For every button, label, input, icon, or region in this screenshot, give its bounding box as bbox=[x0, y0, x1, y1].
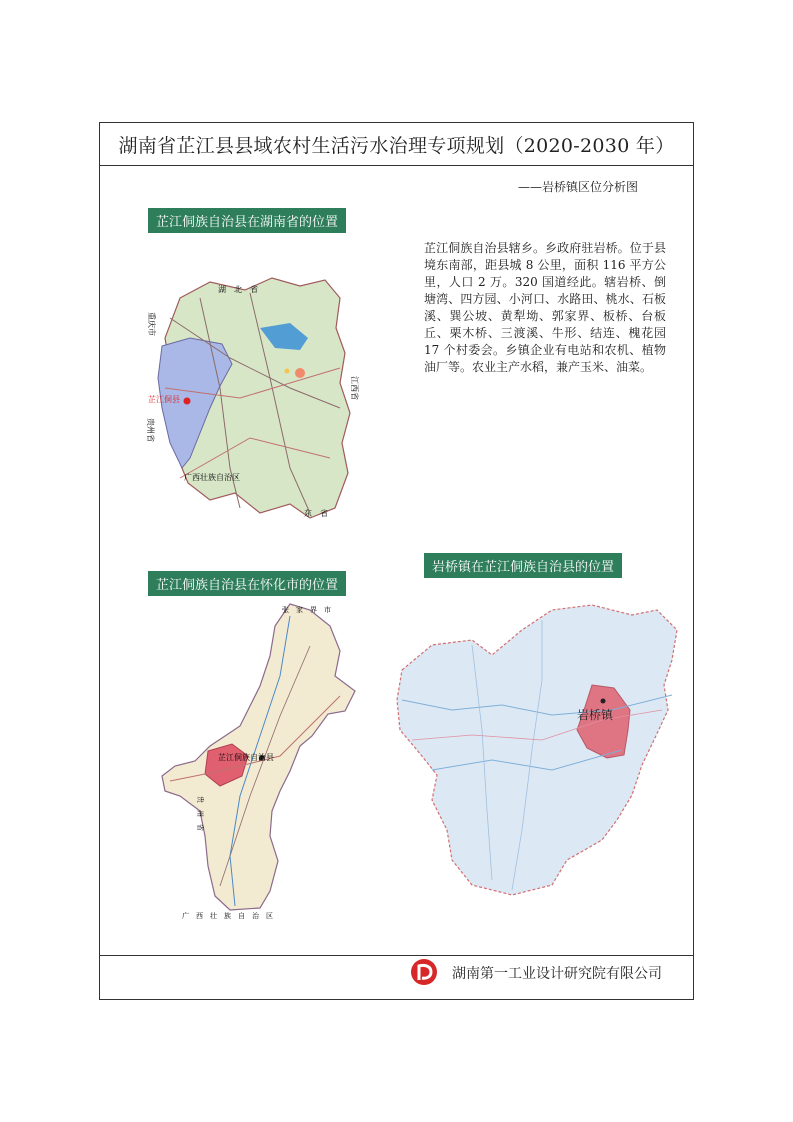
hunan-map-hubei-label: 湖 北 省 bbox=[218, 285, 258, 294]
hunan-province-map bbox=[140, 268, 365, 528]
company-name: 湖南第一工业设计研究院有限公司 bbox=[452, 966, 662, 982]
hunan-map-chongqing-label: 重庆市 bbox=[147, 312, 156, 336]
hunan-map-jiangxi-label: 江西省 bbox=[350, 376, 359, 400]
hunan-map-guizhou-label: 贵州省 bbox=[146, 418, 155, 442]
town-description: 芷江侗族自治县辖乡。乡政府驻岩桥。位于县境东南部，距县城 8 公里，面积 116 平方公里，人口 2 万。320 国道经此。辖岩桥、倒塘湾、四方园、小河口、水路田、桃水、石板溪、巽公坡、黄犁坳、郭家界、板桥、台板丘、栗木桥、三渡溪、牛形、结连、槐花园 17 个村委会。乡镇企业有电站和农机、植物油厂等。农业主产水稻，兼产玉米、油菜。 bbox=[424, 241, 666, 374]
zhijiang-map-label: 岩桥镇在芷江侗族自治县的位置 bbox=[424, 553, 622, 578]
zhijiang-map-town-label: 岩桥镇 bbox=[577, 708, 614, 722]
huaihua-city-map bbox=[160, 596, 385, 921]
huaihua-map-zhangjiajie-label: 张 家 界 市 bbox=[282, 606, 331, 614]
title-row bbox=[100, 123, 693, 166]
company-logo-icon bbox=[410, 958, 438, 986]
page-title: 湖南省芷江县县域农村生活污水治理专项规划（2020-2030 年） bbox=[118, 134, 675, 157]
huaihua-map-guangxi-label: 广 西 壮 族 自 治 区 bbox=[182, 912, 273, 920]
footer-divider bbox=[100, 955, 693, 956]
zhijiang-county-map bbox=[392, 600, 682, 900]
page-subtitle: ——岩桥镇区位分析图 bbox=[518, 180, 639, 194]
hunan-map-label: 芷江侗族自治县在湖南省的位置 bbox=[148, 208, 346, 233]
hunan-map-county-label: 芷江侗县 bbox=[148, 395, 180, 404]
huaihua-map-county-label: 芷江侗族自治县 bbox=[218, 753, 274, 762]
huaihua-map-guizhou-label: 贵 州 省 bbox=[196, 796, 204, 831]
hunan-map-guangdong-label: 东 省 bbox=[304, 509, 328, 518]
huaihua-map-label: 芷江侗族自治县在怀化市的位置 bbox=[148, 571, 346, 596]
hunan-map-guangxi-label: 广西壮族自治区 bbox=[184, 473, 240, 482]
